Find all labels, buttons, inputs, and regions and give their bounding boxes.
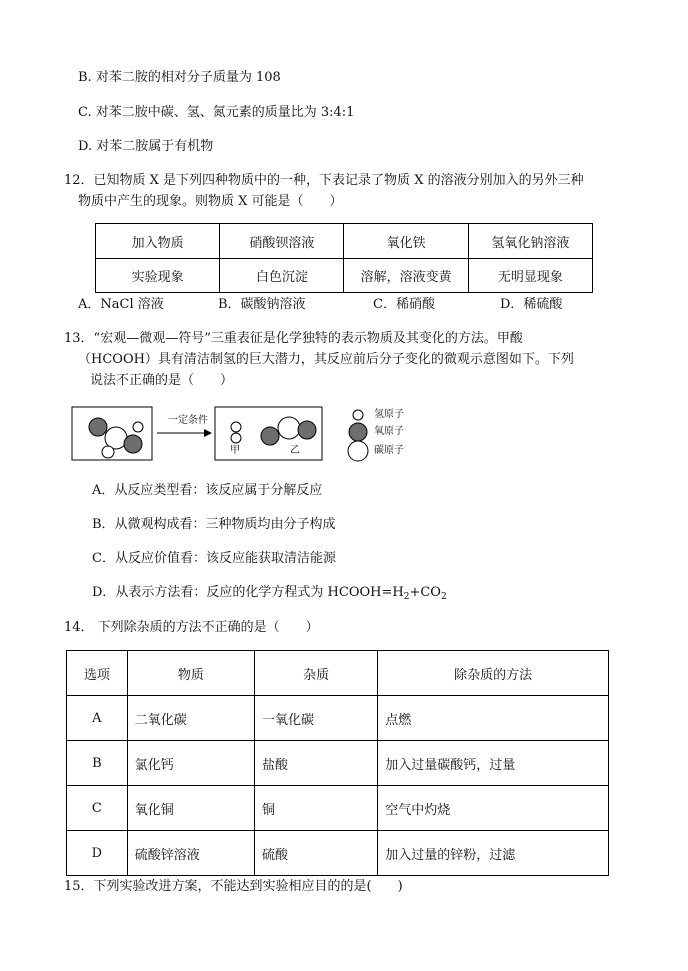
q12-cell: 无明显现象 bbox=[468, 259, 592, 293]
legend-carbon: 碳原子 bbox=[374, 445, 404, 456]
q14-cell: 硫酸 bbox=[254, 831, 377, 876]
q12-option-b: B．碳酸钠溶液 bbox=[218, 297, 306, 312]
q14-cell: 铜 bbox=[254, 786, 377, 831]
q12-cell: 加入物质 bbox=[96, 224, 220, 259]
legend-hydrogen: 氢原子 bbox=[374, 409, 404, 420]
q13-option-b: B．从微观构成看：三种物质均由分子构成 bbox=[92, 517, 336, 532]
q12-cell: 氢氧化钠溶液 bbox=[468, 224, 592, 259]
q11-option-d: D. 对苯二胺属于有机物 bbox=[78, 139, 214, 154]
q14-cell: 加入过量碳酸钙，过量 bbox=[378, 741, 609, 786]
subscript: 2 bbox=[440, 592, 447, 602]
legend-oxygen: 氧原子 bbox=[374, 426, 404, 437]
hydrogen-atom bbox=[102, 446, 114, 458]
q14-stem: 14． 下列除杂质的方法不正确的是（ ） bbox=[64, 620, 319, 635]
q14-cell: D bbox=[67, 831, 128, 876]
q14-cell: 硫酸锌溶液 bbox=[127, 831, 254, 876]
arrow-head-icon bbox=[204, 429, 212, 437]
q14-cell: 加入过量的锌粉，过滤 bbox=[378, 831, 609, 876]
q13-option-a: A．从反应类型看：该反应属于分解反应 bbox=[92, 483, 323, 498]
q14-cell: B bbox=[67, 741, 128, 786]
q14-cell: A bbox=[67, 696, 128, 741]
q14-table bbox=[66, 650, 609, 876]
q13-option-d bbox=[92, 584, 447, 606]
q12-stem-line1: 12．已知物质 X 是下列四种物质中的一种，下表记录了物质 X 的溶液分别加入的另外三种 bbox=[64, 173, 584, 188]
q13-stem-line1: 13．“宏观—微观—符号”三重表征是化学独特的表示物质及其变化的方法。甲酸 bbox=[64, 331, 523, 346]
hydrogen-atom bbox=[231, 422, 241, 432]
q12-cell: 白色沉淀 bbox=[220, 259, 344, 293]
q12-cell: 溶解，溶液变黄 bbox=[344, 259, 468, 293]
oxygen-legend-icon bbox=[349, 423, 367, 441]
q14-cell: 空气中灼烧 bbox=[378, 786, 609, 831]
q14-cell: C bbox=[67, 786, 128, 831]
carbon-atom bbox=[278, 417, 300, 439]
table-row bbox=[67, 741, 609, 786]
oxygen-atom bbox=[261, 427, 279, 445]
q13-stem-line3: 说法不正确的是（ ） bbox=[90, 373, 234, 388]
q12-option-c: C．稀硝酸 bbox=[373, 297, 435, 312]
table-row bbox=[67, 831, 609, 876]
q12-cell: 氧化铁 bbox=[344, 224, 468, 259]
q14-header-cell: 物质 bbox=[127, 651, 254, 696]
q13-option-d-text2: +CO bbox=[409, 585, 441, 600]
subscript: 2 bbox=[403, 592, 410, 602]
q14-cell: 盐酸 bbox=[254, 741, 377, 786]
q13-stem-line2: （HCOOH）具有清洁制氢的巨大潜力，其反应前后分子变化的微观示意图如下。下列 bbox=[78, 352, 574, 367]
hydrogen-atom bbox=[231, 433, 241, 443]
q11-option-c: C. 对苯二胺中碳、氢、氮元素的质量比为 3:4:1 bbox=[78, 105, 355, 120]
arrow-label: 一定条件 bbox=[168, 415, 208, 426]
hydrogen-legend-icon bbox=[353, 410, 363, 420]
table-row bbox=[67, 786, 609, 831]
q14-cell: 一氧化碳 bbox=[254, 696, 377, 741]
oxygen-atom bbox=[124, 435, 142, 453]
q15-stem: 15．下列实验改进方案，不能达到实验相应目的的是( ) bbox=[64, 879, 403, 894]
carbon-legend-icon bbox=[348, 441, 368, 461]
q12-stem-line2: 物质中产生的现象。则物质 X 可能是（ ） bbox=[78, 194, 343, 209]
q14-header-cell: 除杂质的方法 bbox=[378, 651, 609, 696]
oxygen-atom bbox=[298, 421, 316, 439]
q12-option-a: A．NaCl 溶液 bbox=[78, 297, 164, 312]
label-yi: 乙 bbox=[290, 445, 300, 456]
q14-header-cell: 选项 bbox=[67, 651, 128, 696]
oxygen-atom bbox=[89, 418, 107, 436]
table-row bbox=[67, 696, 609, 741]
q13-option-c: C．从反应价值看：该反应能获取清洁能源 bbox=[92, 551, 336, 566]
q12-option-d: D．稀硫酸 bbox=[500, 297, 563, 312]
q11-option-b: B. 对苯二胺的相对分子质量为 108 bbox=[78, 70, 281, 85]
q14-header-cell: 杂质 bbox=[254, 651, 377, 696]
q14-cell: 氯化钙 bbox=[127, 741, 254, 786]
label-jia: 甲 bbox=[230, 445, 240, 456]
q12-cell: 硝酸钡溶液 bbox=[220, 224, 344, 259]
q14-cell: 点燃 bbox=[378, 696, 609, 741]
hydrogen-atom bbox=[133, 422, 143, 432]
q14-header-row bbox=[67, 651, 609, 696]
q14-cell: 氧化铜 bbox=[127, 786, 254, 831]
q13-option-d-text: D．从表示方法看：反应的化学方程式为 HCOOH=H bbox=[92, 585, 404, 600]
q12-cell: 实验现象 bbox=[96, 259, 220, 293]
q14-cell: 二氧化碳 bbox=[127, 696, 254, 741]
